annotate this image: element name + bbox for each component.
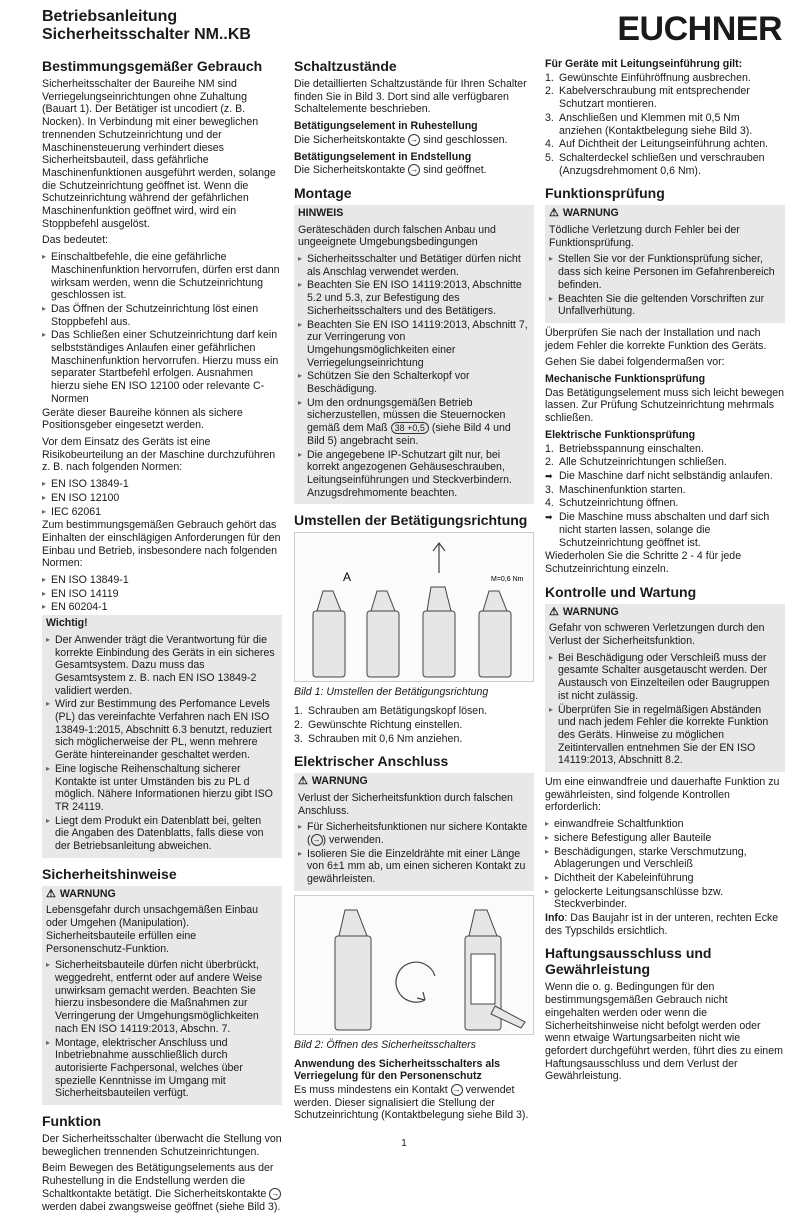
warning-label: WARNUNG — [562, 605, 619, 618]
list-item: 3. Maschinenfunktion starten. — [545, 483, 686, 496]
list-item: 5. Schalterdeckel schließen und verschrauben (Anzugsdrehmoment 0,6 Nm). — [545, 151, 765, 177]
subheading: Elektrische Funktionsprüfung — [545, 428, 696, 441]
paragraph: Gehen Sie dabei folgendermaßen vor: — [545, 356, 725, 369]
paragraph: Wiederholen Sie die Schritte 2 - 4 für jede Schutzeinrichtung einzeln. — [545, 550, 742, 575]
list-item: ▸ Beachten Sie EN ISO 14119:2013, Abschnitte 5.2 und 5.3, zur Befestigung des Sicherheitsschalters und des Betätigers. — [298, 279, 530, 317]
list-item: ▸ Das Öffnen der Schutzeinrichtung löst einen Stoppbefehl aus. — [42, 303, 282, 328]
dimension-badge: 38 +0,5 — [391, 422, 429, 434]
text: Beim Bewegen des Betätigungselements aus der Ruhestellung in die Endstellung werden die Schaltkontakte betätigt. Die Sicherheitskontakte — [42, 1162, 274, 1200]
safety-contact-icon: → — [410, 165, 419, 175]
warning-label: WARNUNG — [59, 887, 116, 900]
warning-icon: ⚠ — [549, 207, 559, 220]
warning-icon: ⚠ — [298, 775, 308, 788]
page-number: 1 — [401, 1138, 407, 1149]
column-2 — [294, 58, 534, 1126]
text: : Das Baujahr ist in der unteren, rechten Ecke des Typschilds ersichtlich. — [545, 912, 779, 937]
text: Betriebsspannung einschalten. — [559, 442, 704, 455]
text: sind geöffnet. — [423, 164, 487, 177]
figure-1 — [294, 532, 534, 682]
subheading: Anwendung des Sicherheitsschalters als Verriegelung für den Personenschutz — [294, 1057, 501, 1083]
list-item: 3. Schrauben mit 0,6 Nm anziehen. — [294, 732, 463, 745]
text: verwendet werden. Dieser signalisiert die Stellung der Schutzeinrichtung (Kontaktbelegung siehe Bild 3). — [294, 1083, 529, 1122]
heading-sicherheit: Sicherheitshinweise — [42, 865, 177, 882]
list-item: ▸ Bei Beschädigung oder Verschleiß muss der gesamte Schalter ausgetauscht werden. Der Austausch von Einzelteilen oder Baugruppen ist nicht zulässig. — [549, 652, 781, 703]
important-box — [42, 615, 282, 858]
text: Gewünschte Richtung einstellen. — [308, 718, 463, 731]
text: Um den ordnungsgemäßen Betrieb sicherzustellen, müssen die Steuernocken gemäß dem Maß — [307, 396, 506, 435]
list-item: ▸ EN ISO 13849-1 — [42, 478, 282, 491]
warning-box — [545, 205, 785, 323]
list-item: ▸ Sicherheitsbauteile dürfen nicht überbrückt, weggedreht, entfernt oder auf andere Weise unwirksam gemacht werden. Beachten Sie hierzu insbesondere die Maßnahmen zur Verringerung der Umgehungsmöglichkeiten nach EN ISO 14119:2013, Abschn. 7. — [46, 959, 278, 1035]
list-item: ▸ einwandfreie Schaltfunktion — [545, 818, 785, 831]
text: Die Sicherheitskontakte — [294, 164, 406, 177]
list-item: 1. Gewünschte Einführöffnung ausbrechen. — [545, 71, 751, 84]
doc-title-line1: Betriebsanleitung — [42, 8, 178, 25]
list-item: ▸ Wird zur Bestimmung des Perfomance Levels (PL) das vereinfachte Verfahren nach EN ISO 13849-1:2015, Abschnitt 6.3 benutzt, reduziert sich möglicherweise der PL, wenn mehrere Geräte hintereinander geschaltet werden. — [46, 698, 278, 762]
safety-contact-icon: → — [410, 135, 419, 145]
list-item: 1. Betriebsspannung einschalten. — [545, 442, 704, 455]
euchner-logo: EUCHNER — [617, 10, 782, 48]
text: Schalterdeckel schließen und verschrauben (Anzugsdrehmoment 0,6 Nm). — [559, 151, 765, 177]
safety-contact-icon: → — [312, 835, 321, 845]
list-item: ➡ Die Maschine muss abschalten und darf sich nicht starten lassen, solange die Schutzeinrichtung geöffnet ist. — [545, 511, 785, 549]
list-item: ▸ Das Schließen einer Schutzeinrichtung darf kein selbstständiges Anlaufen einer gefährlichen Maschinenfunktion hervorrufen. Hierzu muss ein separater Startbefehl erfolgen. Ausnahmen hierzu siehe EN ISO 12100 oder relevante C-Normen — [42, 329, 282, 405]
subheading: Mechanische Funktionsprüfung — [545, 373, 706, 386]
text: Gewünschte Einführöffnung ausbrechen. — [559, 71, 751, 84]
paragraph: Um eine einwandfreie und dauerhafte Funktion zu gewährleisten, sind folgende Kontrollen erforderlich: — [545, 776, 780, 814]
switch-illustration — [295, 533, 533, 681]
text: Schrauben am Betätigungskopf lösen. — [308, 705, 488, 718]
heading-kontrolle: Kontrolle und Wartung — [545, 583, 697, 600]
list-item: ▸ Eine logische Reihenschaltung sicherer Kontakte ist unter Umständen bis zu PL d möglich. Nähere Informationen hierzu gibt ISO TR 24119. — [46, 763, 278, 814]
list-item: 4. Auf Dichtheit der Leitungseinführung achten. — [545, 138, 769, 151]
list-item: 2. Kabelverschraubung mit entsprechender Schutzart montieren. — [545, 85, 750, 111]
heading-umstellen: Umstellen der Betätigungsrichtung — [294, 512, 528, 529]
paragraph: Sicherheitsschalter der Baureihe NM sind Verriegelungseinrichtungen ohne Zuhaltung (Bauart 1). Der Betätiger ist uncodiert (z. B. Nocken). In Verbindung mit einer beweglichen trennenden Schutzeinrichtung und der Maschinensteuerung verhindert dieses Sicherheitsbauteil, dass gefährliche Maschinenfunktionen ausgeführt werden, solange die Schutzeinrichtung geöffnet ist. Wenn die Schutzeinrichtung während der gefährlichen Maschinenfunktion geöffnet wird, wird ein Stoppbefehl ausgelöst. — [42, 78, 276, 230]
list-item: ▸ Isolieren Sie die Einzeldrähte mit einer Länge von 6±1 mm ab, um einen sicheren Kontakt zu gewährleisten. — [298, 848, 530, 886]
list-item: ▸ Dichtheit der Kabeleinführung — [545, 872, 785, 885]
list-item: ▸ Überprüfen Sie in regelmäßigen Abständen und nach jedem Fehler die korrekte Funktion des Geräts. Hinweise zu möglichen Zeitintervallen entnehmen Sie der EN ISO 14119:2013, Abschnitt 8.2. — [549, 704, 781, 768]
safety-contact-icon: → — [271, 1189, 280, 1199]
list-item: ▸ Stellen Sie vor der Funktionsprüfung sicher, dass sich keine Personen im Gefahrenbereich befinden. — [549, 253, 781, 291]
subheading: Betätigungselement in Ruhestellung — [294, 120, 478, 133]
paragraph: Lebensgefahr durch unsachgemäßen Einbau oder Umgehen (Manipulation). Sicherheitsbauteile erfüllen eine Personenschutz-Funktion. — [46, 904, 259, 955]
text: Anschließen und Klemmen mit 0,5 Nm anziehen (Kontaktbelegung siehe Bild 3). — [559, 111, 753, 137]
warning-label: WARNUNG — [311, 775, 368, 788]
list-item: ▸ EN ISO 14119 — [42, 588, 282, 601]
info-label: Info — [545, 912, 565, 925]
notice-heading: HINWEIS — [298, 206, 344, 219]
list-item: ▸ Beschädigungen, starke Verschmutzung, Ablagerungen und Verschleiß — [545, 846, 785, 871]
warning-icon: ⚠ — [46, 887, 56, 900]
warning-box — [294, 773, 534, 891]
paragraph: Gefahr von schweren Verletzungen durch den Verlust der Sicherheitsfunktion. — [549, 622, 765, 648]
list-item: 2. Alle Schutzeinrichtungen schließen. — [545, 456, 727, 469]
paragraph — [294, 134, 534, 147]
warning-icon: ⚠ — [549, 605, 559, 618]
text: Auf Dichtheit der Leitungseinführung achten. — [559, 138, 769, 151]
text: Kabelverschraubung mit entsprechender Schutzart montieren. — [559, 85, 750, 111]
warning-box — [545, 604, 785, 772]
text: ) verwenden. — [322, 834, 384, 847]
figure-2 — [294, 895, 534, 1035]
paragraph: Die detaillierten Schaltzustände für Ihren Schalter finden Sie in Bild 3. Dort sind alle verfügbaren Schaltelemente beschrieben. — [294, 78, 527, 116]
paragraph: Geräte dieser Baureihe können als sichere Positionsgeber eingesetzt werden. — [42, 406, 243, 432]
notice-box — [294, 205, 534, 504]
list-item: ▸ gelockerte Leitungsanschlüsse bzw. Steckverbinder. — [545, 886, 785, 911]
list-item: ▸ IEC 62061 — [42, 506, 282, 519]
list-item: ▸ Einschaltbefehle, die eine gefährliche Maschinenfunktion hervorrufen, dürfen erst dann wirksam werden, wenn die Schutzeinrichtung geschlossen ist. — [42, 251, 282, 302]
list-item: ▸ Sicherheitsschalter und Betätiger dürfen nicht als Anschlag verwendet werden. — [298, 253, 530, 278]
list-item: ▸ EN ISO 13849-1 — [42, 574, 282, 587]
text: Maschinenfunktion starten. — [559, 483, 686, 496]
list-item: ▸ Schützen Sie den Schalterkopf vor Beschädigung. — [298, 370, 530, 395]
figure-caption: Bild 1: Umstellen der Betätigungsrichtung — [294, 686, 489, 699]
heading-bestimmung: Bestimmungsgemäßer Gebrauch — [42, 58, 263, 74]
text: sind geschlossen. — [423, 133, 508, 146]
column-3 — [545, 58, 785, 1087]
paragraph — [545, 912, 785, 937]
paragraph: Vor dem Einsatz des Geräts ist eine Risikobeurteilung an der Maschine durchzuführen z. B. nach folgenden Normen: — [42, 435, 276, 474]
list-item: ▸ Beachten Sie EN ISO 14119:2013, Abschnitt 7, zur Verringerung von Umgehungsmöglichkeiten einer Verriegelungseinrichtung — [298, 319, 530, 370]
doc-title-line2: Sicherheitsschalter NM..KB — [42, 26, 251, 43]
text: Die Sicherheitskontakte — [294, 133, 406, 146]
list-item: ▸ EN 60204-1 — [42, 601, 282, 614]
text: Schutzeinrichtung öffnen. — [559, 497, 679, 510]
text: werden dabei zwangsweise geöffnet (siehe Bild 3). — [42, 1200, 281, 1213]
text: Es muss mindestens ein Kontakt — [294, 1083, 448, 1096]
heading-montage: Montage — [294, 184, 352, 201]
list-item: ▸ Montage, elektrischer Anschluss und Inbetriebnahme ausschließlich durch autorisierte Fachpersonal, welches über spezielle Kenntnisse im Umgang mit Sicherheitsbauteilen verfügt. — [46, 1037, 278, 1101]
paragraph: Zum bestimmungsgemäßen Gebrauch gehört das Einhalten der einschlägigen Anforderungen für den Einbau und Betrieb, insbesondere nach folgenden Normen: — [42, 519, 281, 570]
list-item: ▸ sichere Befestigung aller Bauteile — [545, 832, 785, 845]
column-1 — [42, 58, 282, 1217]
fig-label-torque: M=0,6 Nm — [491, 576, 524, 584]
list-item — [298, 821, 530, 846]
important-heading: Wichtig! — [46, 617, 88, 630]
list-item: ▸ Die angegebene IP-Schutzart gilt nur, bei korrekt angezogenen Gehäuseschrauben, Leitungseinführungen und Steckverbindern. Anzugsdrehmomente beachten. — [298, 449, 530, 500]
paragraph — [294, 164, 534, 177]
paragraph: Überprüfen Sie nach der Installation und nach jedem Fehler die korrekte Funktion des Geräts. — [545, 326, 767, 352]
paragraph: Wenn die o. g. Bedingungen für den bestimmungsgemäßen Gebrauch nicht eingehalten werden oder wenn die Sicherheitshinweise nicht befolgt werden oder wenn etwaige Wartungsarbeiten nicht wie gefordert durchgeführt werden, führt dies zu einem Haftungsausschluss und dem Verlust der Gewährleistung. — [545, 981, 783, 1083]
heading-funktion: Funktion — [42, 1113, 102, 1130]
heading-elektr: Elektrischer Anschluss — [294, 753, 449, 770]
list-item: 4. Schutzeinrichtung öffnen. — [545, 497, 679, 510]
warning-box — [42, 886, 282, 1105]
paragraph: Tödliche Verletzung durch Fehler bei der Funktionsprüfung. — [549, 224, 740, 249]
figure-caption: Bild 2: Öffnen des Sicherheitsschalters — [294, 1038, 476, 1051]
paragraph — [294, 1084, 534, 1122]
list-item: 1. Schrauben am Betätigungskopf lösen. — [294, 705, 488, 718]
subheading: Betätigungselement in Endstellung — [294, 150, 472, 163]
list-item: 3. Anschließen und Klemmen mit 0,5 Nm anziehen (Kontaktbelegung siehe Bild 3). — [545, 111, 753, 137]
heading-haftung: Haftungsausschluss und Gewährleistung — [545, 945, 712, 978]
heading-schaltzustaende: Schaltzustände — [294, 58, 397, 74]
fig-label-a: A — [343, 570, 352, 585]
list-item: ▸ Der Anwender trägt die Verantwortung für die korrekte Einbindung des Geräts in ein sicheres Gesamtsystem. Dazu muss das Gesamtsystem z. B. nach EN ISO 13849-2 validiert werden. — [46, 634, 278, 698]
subheading: Für Geräte mit Leitungseinführung gilt: — [545, 58, 743, 70]
list-item: ➡ Die Maschine darf nicht selbständig anlaufen. — [545, 470, 785, 483]
safety-contact-icon: → — [452, 1085, 461, 1095]
opening-illustration — [295, 896, 533, 1034]
text: Schrauben mit 0,6 Nm anziehen. — [308, 732, 463, 745]
paragraph: Geräteschäden durch falschen Anbau und ungeeignete Umgebungsbedingungen — [298, 223, 496, 249]
paragraph: Der Sicherheitsschalter überwacht die Stellung von beweglichen trennenden Schutzeinrichtungen. — [42, 1133, 282, 1158]
text: Alle Schutzeinrichtungen schließen. — [559, 456, 727, 469]
paragraph: Das Betätigungselement muss sich leicht bewegen lassen. Zur Prüfung Schutzeinrichtung mehrmals schließen. — [545, 386, 785, 425]
paragraph: Verlust der Sicherheitsfunktion durch falschen Anschluss. — [298, 791, 513, 817]
list-item: ▸ EN ISO 12100 — [42, 492, 282, 505]
heading-pruefung: Funktionsprüfung — [545, 185, 665, 202]
warning-label: WARNUNG — [562, 207, 619, 220]
header — [42, 8, 782, 48]
text: Für Sicherheitsfunktionen nur sichere Kontakte ( — [307, 821, 528, 847]
paragraph — [42, 1162, 282, 1213]
list-item — [298, 397, 530, 448]
list-item: ▸ Beachten Sie die geltenden Vorschriften zur Unfallverhütung. — [549, 293, 781, 318]
list-item: 2. Gewünschte Richtung einstellen. — [294, 718, 463, 731]
text: (siehe Bild 4 und Bild 5) angebracht sein. — [307, 422, 511, 447]
paragraph: Das bedeutet: — [42, 234, 108, 247]
list-item: ▸ Liegt dem Produkt ein Datenblatt bei, gelten die Angaben des Datenblatts, falls diese von der Betriebsanleitung abweichen. — [46, 815, 278, 853]
